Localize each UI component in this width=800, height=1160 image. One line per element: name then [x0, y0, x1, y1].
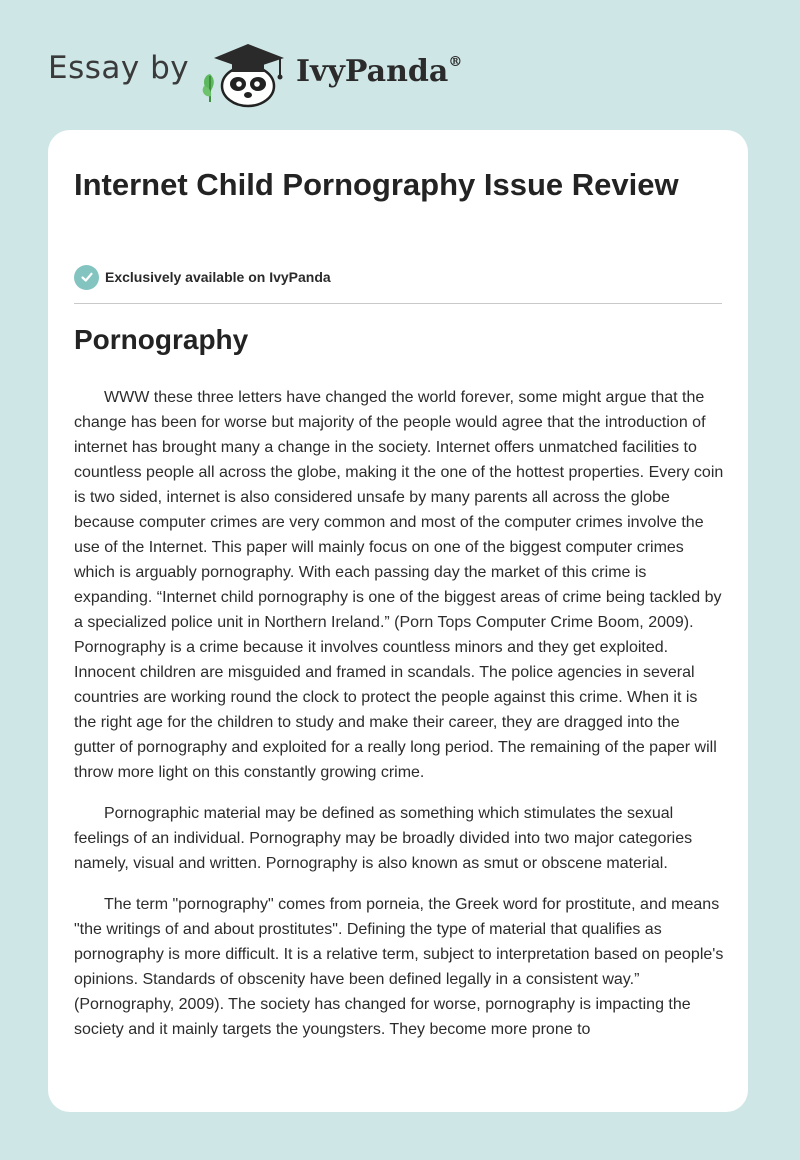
essay-by-label: Essay by — [48, 50, 190, 86]
paragraph: WWW these three letters have changed the world forever, some might argue that the change has been for worse but majority of the people would agree that the introduction of internet has brought many a change in the society. Internet offers unmatched facilities to countless people all across the globe, making it the one of the hottest properties. Every coin is two sided, internet is also considered unsafe by many parents all across the globe because computer crimes are very common and most of the computer crimes involve the use of the Internet. This paper will mainly focus on one of the biggest computer crimes which is arguably pornography. With each passing day the market of this crime is expanding. “Internet child pornography is one of the biggest areas of crime being tackled by a specialized police unit in Northern Ireland.” (Porn Tops Computer Crime Boom, 2009). Pornography is a crime because it involves countless minors and they get exploited. Innocent children are misguided and framed in scandals. The police agencies in several countries are working round the clock to protect the people against this crime. When it is the right age for the children to study and make their career, they are dragged into the gutter of pornography and exploited for a really long period. The remaining of the paper will throw more light on this constantly growing crime. — [74, 389, 724, 781]
panda-graduation-cap-icon[interactable] — [200, 36, 292, 108]
badge-text: Exclusively available on IvyPanda — [105, 269, 331, 285]
article-title: Internet Child Pornography Issue Review — [74, 167, 679, 202]
section-heading: Pornography — [74, 324, 249, 355]
check-circle-icon — [74, 265, 99, 290]
exclusive-badge — [74, 264, 331, 290]
article-body — [74, 385, 724, 1058]
paragraph: Pornographic material may be defined as something which stimulates the sexual feelings of an individual. Pornography may be broadly divided into two major categories namely, visual and written. Pornography is also known as smut or obscene material. — [74, 805, 693, 872]
divider — [74, 303, 722, 304]
site-header — [0, 0, 800, 130]
brand-name[interactable]: IvyPanda® — [296, 54, 463, 89]
article-card — [48, 130, 748, 1112]
registered-mark: ® — [448, 54, 463, 70]
paragraph: The term "pornography" comes from porneia, the Greek word for prostitute, and means "the writings of and about prostitutes". Defining the type of material that qualifies as pornography is more difficult. It is a relative term, subject to interpretation based on people's opinions. Standards of obscenity have been defined legally in a consistent way.” (Pornography, 2009). The society has changed for worse, pornography is impacting the society and it mainly targets the youngsters. They become more prone to — [74, 896, 724, 1038]
leaf-icon — [203, 74, 214, 102]
